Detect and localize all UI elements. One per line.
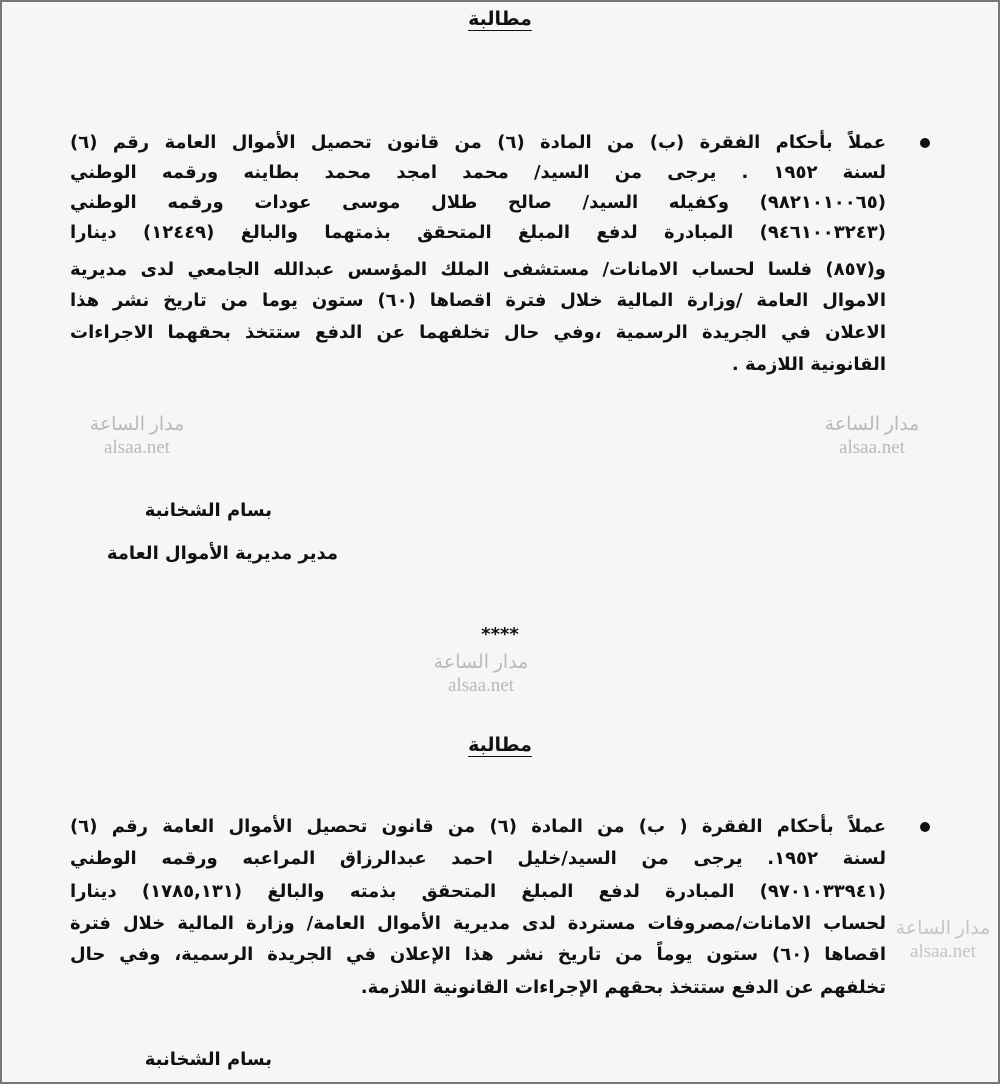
notice-line: الاعلان في الجريدة الرسمية ،وفي حال تخلفهما عن الدفع ستتخذ بحقهما الاجراءات [70, 322, 886, 343]
notice-line: الاموال العامة /وزارة المالية خلال فترة اقصاها (٦٠) ستون يوما من تاريخ نشر هذا [70, 290, 886, 311]
notice-line: اقصاها (٦٠) ستون يوماً من تاريخ نشر هذا الإعلان في الجريدة الرسمية، وفي حال [70, 944, 886, 965]
separator: **** [481, 624, 519, 645]
notice-line: عملاً بأحكام الفقرة (ب) من المادة (٦) من قانون تحصيل الأموال العامة رقم (٦) [70, 132, 886, 153]
notice-line: القانونية اللازمة . [731, 354, 886, 375]
notice-line: (٩٨٢١٠١٠٠٦٥) وكفيله السيد/ صالح طلال موسى عودات ورقمه الوطني [70, 192, 886, 213]
notice-line: عملاً بأحكام الفقرة ( ب) من المادة (٦) من قانون تحصيل الأموال العامة رقم (٦) [70, 816, 886, 837]
bullet-icon [920, 138, 930, 148]
watermark [893, 917, 993, 963]
notice-title-text: مطالبة [468, 734, 532, 756]
notice-title [0, 8, 1000, 30]
bullet-icon [920, 822, 930, 832]
notice-title-text: مطالبة [468, 8, 532, 30]
notice-line: و(٨٥٧) فلسا لحساب الامانات/ مستشفى الملك المؤسس عبدالله الجامعي لدى مديرية [70, 259, 886, 280]
notice-line: لسنة ١٩٥٢. يرجى من السيد/خليل احمد عبدالرزاق المراعبه ورقمه الوطني [70, 848, 887, 869]
watermark [67, 413, 207, 459]
notice-title-2 [0, 734, 1000, 756]
watermark-arabic: مدار الساعة [824, 414, 920, 435]
notice-line: تخلفهم عن الدفع ستتخذ بحقهم الإجراءات القانونية اللازمة. [360, 977, 886, 998]
watermark-latin: alsaa.net [448, 675, 514, 696]
watermark-latin: alsaa.net [104, 437, 170, 458]
watermark [411, 651, 551, 697]
notice-line: (٩٤٦١٠٠٣٢٤٣) المبادرة لدفع المبلغ المتحقق بذمتهما والبالغ (١٢٤٤٩) دينارا [70, 222, 886, 243]
notice-line: (٩٧٠١٠٣٣٩٤١) المبادرة لدفع المبلغ المتحقق بذمته والبالغ (١٧٨٥,١٣١) دينارا [70, 881, 886, 902]
watermark-arabic: مدار الساعة [89, 414, 185, 435]
signatory-name: بسام الشخانبة [144, 500, 272, 521]
notice-line: لحساب الامانات/مصروفات مستردة لدى مديرية الأموال العامة/ وزارة المالية خلال فترة [70, 913, 886, 934]
watermark-arabic: مدار الساعة [433, 652, 529, 673]
watermark-latin: alsaa.net [910, 941, 976, 962]
watermark-latin: alsaa.net [839, 437, 905, 458]
watermark-arabic: مدار الساعة [895, 918, 991, 939]
watermark [802, 413, 942, 459]
signatory-name-2: بسام الشخانبة [144, 1049, 272, 1070]
signatory-position: مدير مديرية الأموال العامة [106, 543, 338, 564]
notice-line: لسنة ١٩٥٢ . يرجى من السيد/ محمد امجد محمد بطاينه ورقمه الوطني [70, 162, 886, 183]
